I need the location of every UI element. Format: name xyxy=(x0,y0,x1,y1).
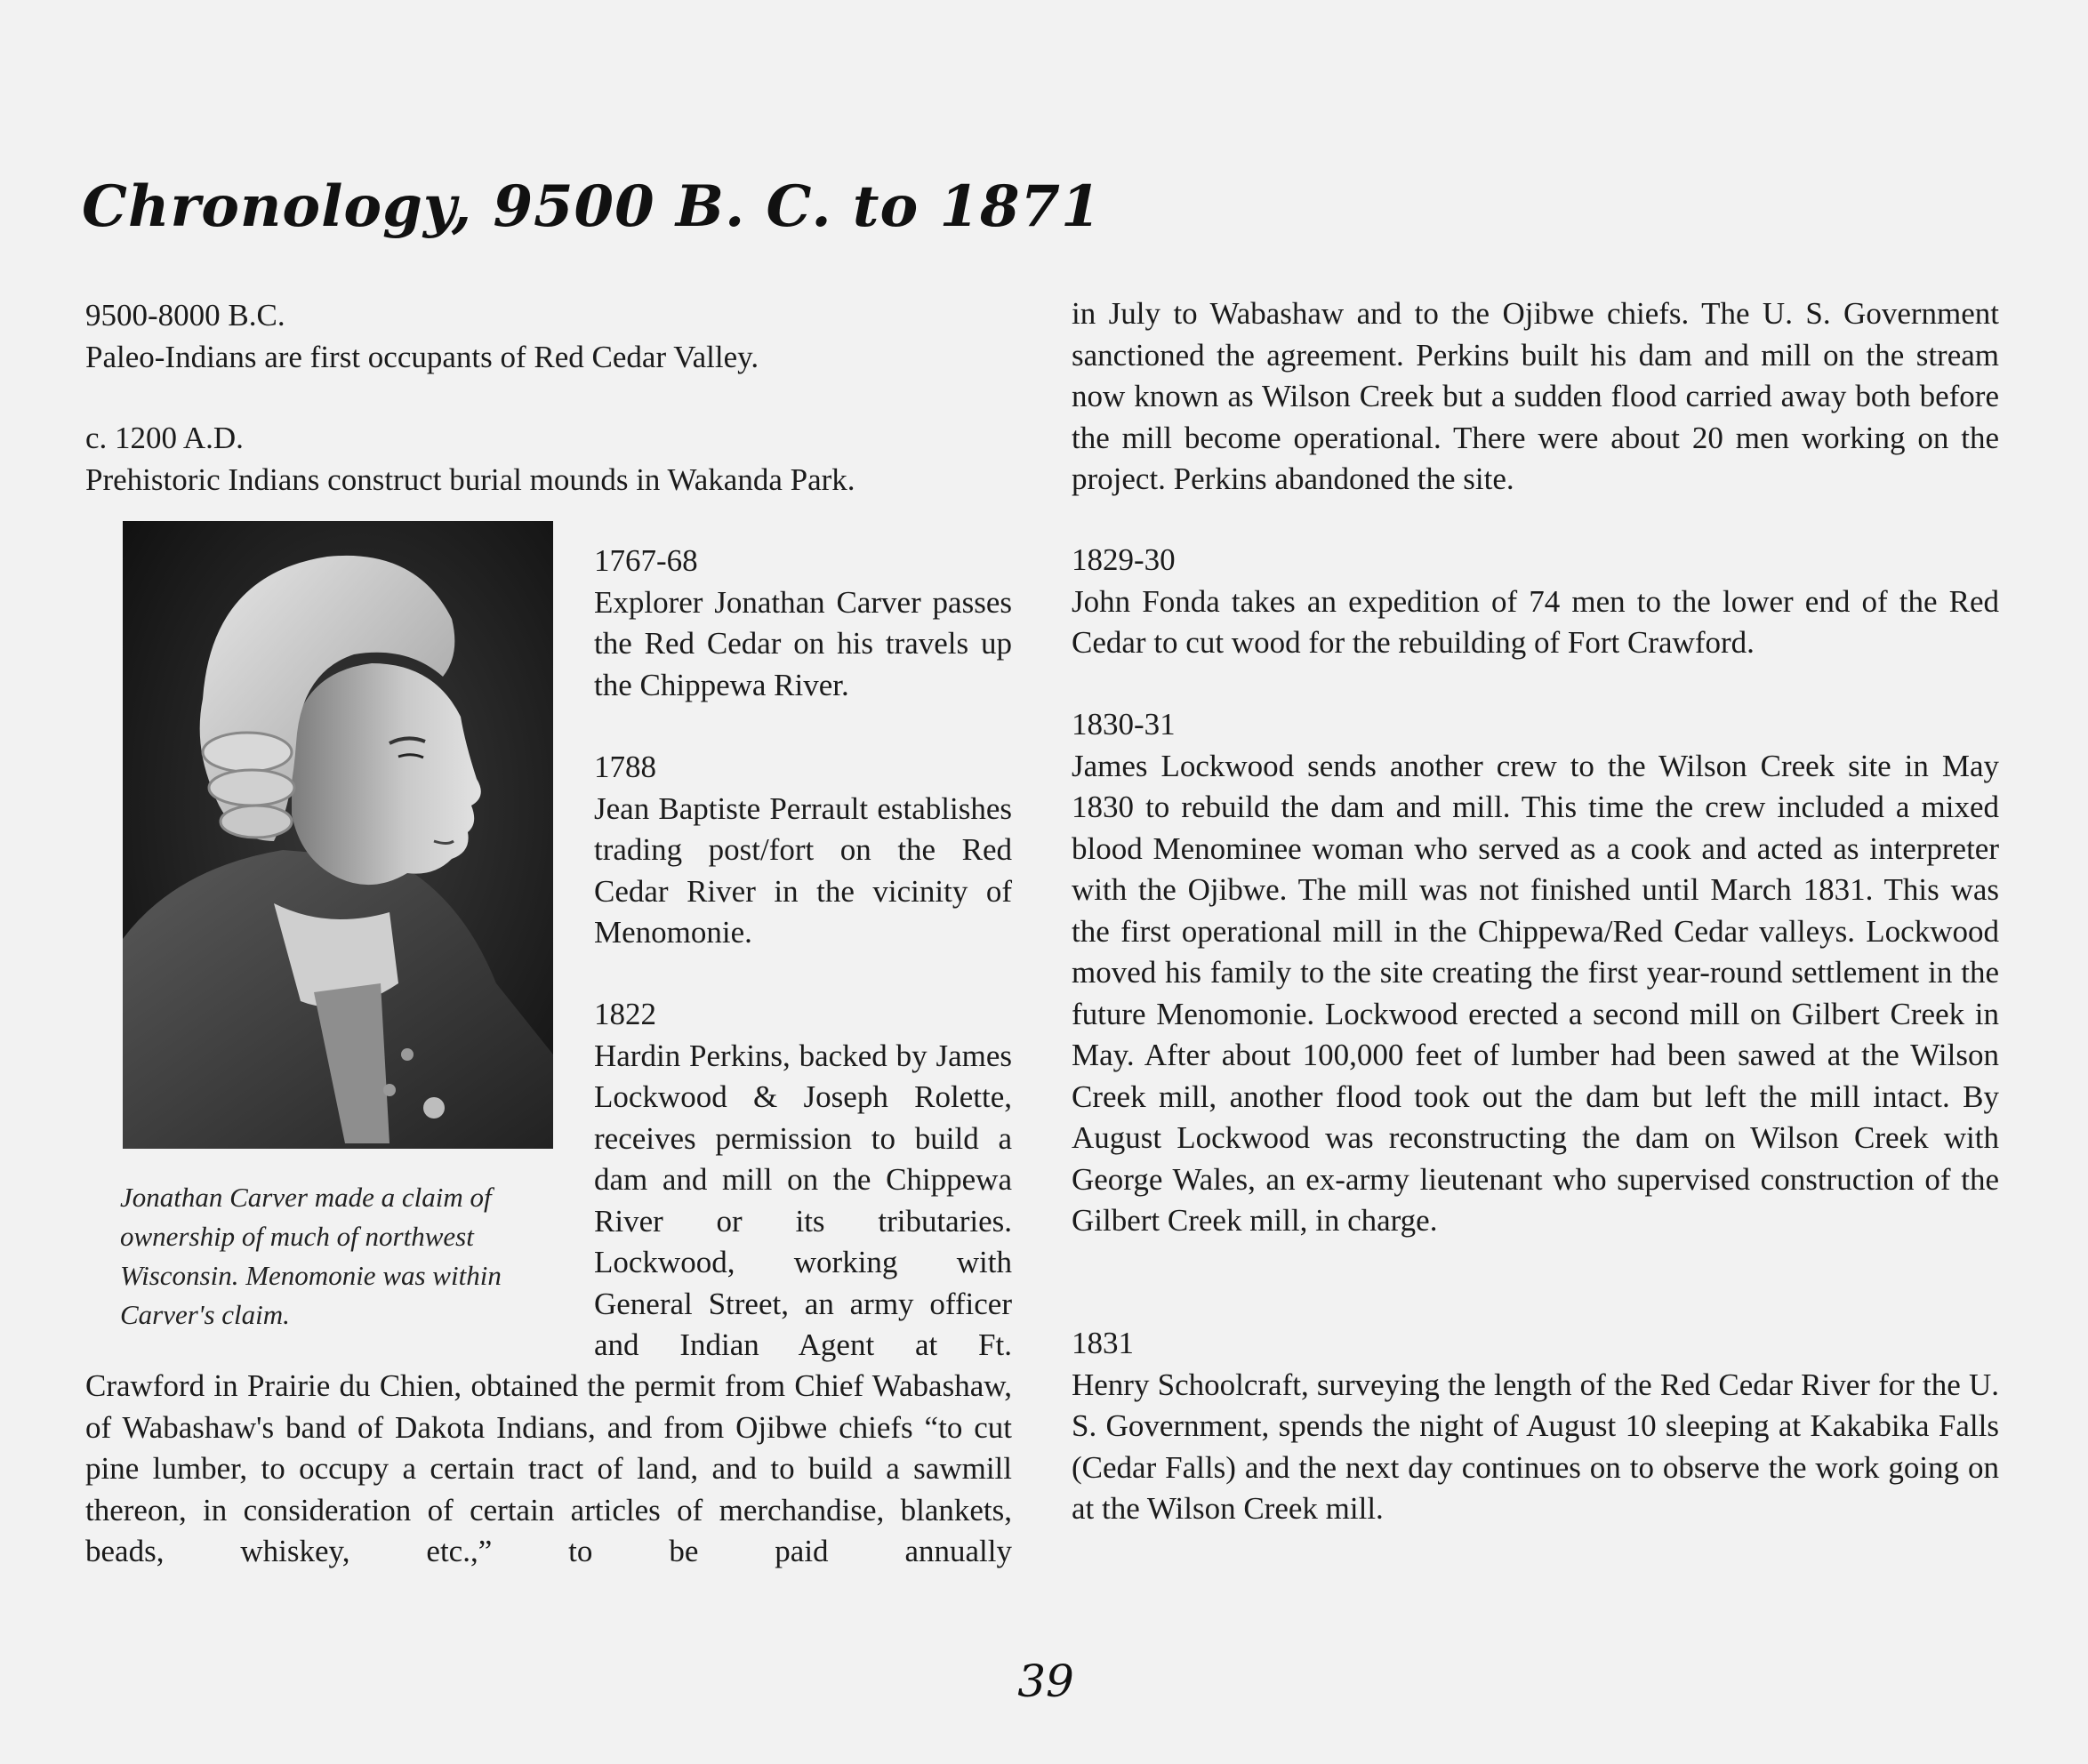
entry-text: Explorer Jonathan Carver passes the Red Cedar on his travels up the Chippewa River. xyxy=(594,584,1012,702)
jonathan-carver-portrait xyxy=(123,521,553,1149)
entry-text: Paleo-Indians are first occupants of Red Cedar Valley. xyxy=(85,339,759,374)
entry-1831 xyxy=(1072,1323,1999,1530)
entry-year: 9500-8000 B.C. xyxy=(85,298,285,333)
entry-year: 1788 xyxy=(594,750,656,784)
entry-1829 xyxy=(1072,540,1999,664)
entry-text: John Fonda takes an expedition of 74 men to the lower end of the Red Cedar to cut wood for the rebuilding of Fort Crawford. xyxy=(1072,583,1999,660)
entry-text: Jean Baptiste Perrault establishes trading post/fort on the Red Cedar River in the vicinity of Menomonie. xyxy=(594,790,1012,950)
entry-1822-continued-right xyxy=(1072,293,1999,501)
portrait-caption: Jonathan Carver made a claim of ownership of much of northwest Wisconsin. Menomonie was within Carver's claim. xyxy=(120,1182,502,1330)
entry-text: James Lockwood sends another crew to the Wilson Creek site in May 1830 to rebuild the dam and mill. This time the crew included a mixed blood Menominee woman who served as a cook and acted as interpreter with the Ojibwe. The mill was not finished until March 1831. This was the first operational mill in the Chippewa/Red Cedar valleys. Lockwood moved his family to the site creating the first year-round settlement in the future Menomonie. Lockwood erected a second mill on Gilbert Creek in May. After about 100,000 feet of lumber had been sawed at the Wilson Creek mill, another flood took out the dam but left the mill intact. By August Lockwood was reconstructing the dam on Wilson Creek with George Wales, an ex-army lieutenant who supervised construction of the Gilbert Creek mill, in charge. xyxy=(1072,748,1999,1238)
entry-year: 1822 xyxy=(594,997,656,1031)
entry-year: 1831 xyxy=(1072,1326,1134,1360)
entry-9500-bc xyxy=(85,295,1010,378)
entry-text: Henry Schoolcraft, surveying the length of the Red Cedar River for the U. S. Government, spends the night of August 10 sleeping at Kakabika Falls (Cedar Falls) and the next day continues on to observe the work going on at the Wilson Creek mill. xyxy=(1072,1367,1999,1526)
entry-text: Hardin Perkins, backed by James Lockwood & Joseph Rolette, receives permission to build a dam and mill on the Chippewa River or its tributaries. Lockwood, working with General Street, an army officer and Indian Agent at Ft. xyxy=(594,1038,1012,1362)
entry-1830 xyxy=(1072,704,1999,1242)
entry-text: Crawford in Prairie du Chien, obtained the permit from Chief Wabashaw, of Wabashaw's band of Dakota Indians, and from Ojibwe chiefs “to cut pine lumber, to occupy a certain tract of land, and to build a sawmill thereon, in consideration of certain articles of merchandise, blankets, beads, whiskey, etc.,” to be paid annually xyxy=(85,1368,1012,1568)
entry-year: 1830-31 xyxy=(1072,707,1176,742)
entry-1200-ad xyxy=(85,418,1010,501)
entry-1822 xyxy=(594,994,1012,1367)
entry-year: c. 1200 A.D. xyxy=(85,421,244,455)
page-title: Chronology, 9500 B. C. to 1871 xyxy=(82,173,1102,240)
entry-year: 1829-30 xyxy=(1072,542,1176,577)
entry-year: 1767-68 xyxy=(594,543,698,578)
entry-1767 xyxy=(594,541,1012,706)
entry-text: in July to Wabashaw and to the Ojibwe chiefs. The U. S. Government sanctioned the agreement. Perkins built his dam and mill on the stream now known as Wilson Creek but a sudden flood carried away both before the mill become operational. There were about 20 men working on the project. Perkins abandoned the site. xyxy=(1072,296,1999,496)
entry-1788 xyxy=(594,747,1012,954)
entry-text: Prehistoric Indians construct burial mounds in Wakanda Park. xyxy=(85,461,855,497)
entry-1822-continued xyxy=(85,1366,1012,1573)
page-number: 39 xyxy=(1017,1656,1074,1707)
